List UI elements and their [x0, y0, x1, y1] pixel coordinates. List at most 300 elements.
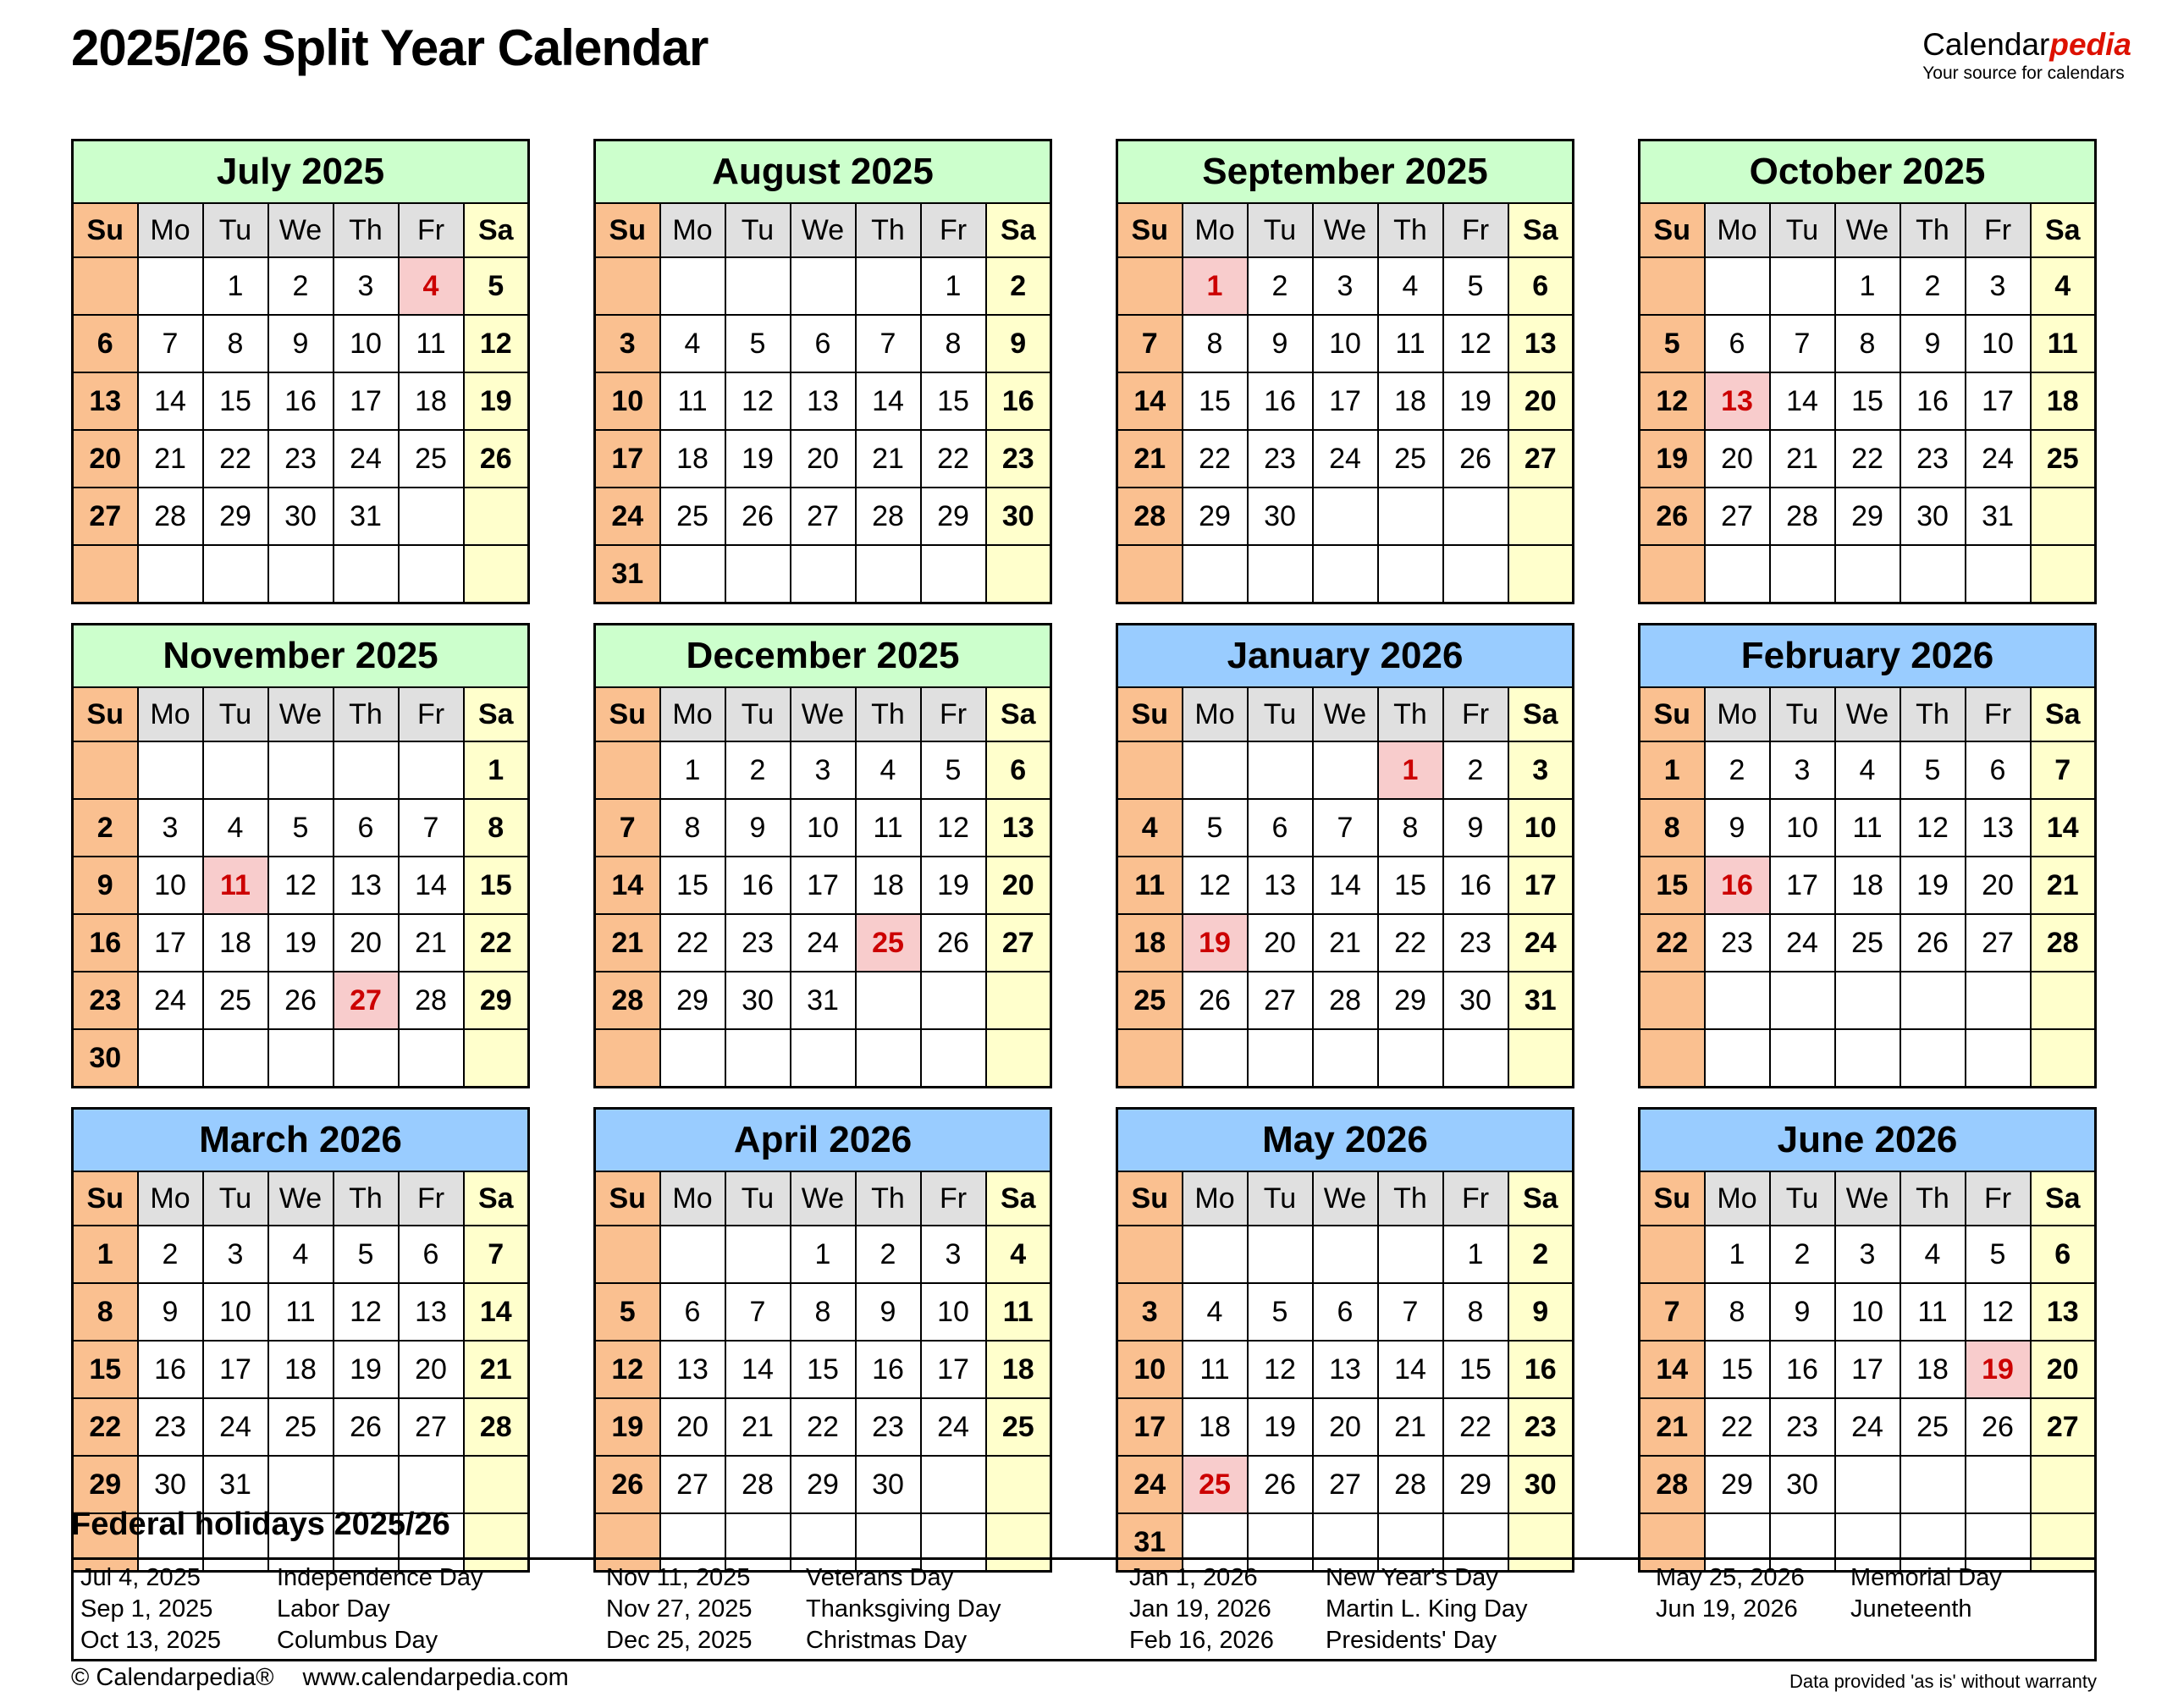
empty-cell [1705, 972, 1770, 1029]
date-cell: 22 [1443, 1398, 1508, 1456]
date-cell: 20 [1313, 1398, 1378, 1456]
date-cell: 23 [1508, 1398, 1574, 1456]
holiday-date: Jan 1, 2026 [1129, 1564, 1258, 1591]
date-cell: 5 [1248, 1283, 1313, 1341]
date-cell: 17 [334, 372, 399, 430]
day-header-th: Th [334, 687, 399, 741]
date-cell: 14 [464, 1283, 529, 1341]
date-cell: 19 [1900, 857, 1966, 914]
date-cell: 6 [2031, 1226, 2096, 1283]
empty-cell [1835, 545, 1900, 603]
date-cell: 11 [399, 315, 464, 372]
month-table-june-2026 [1638, 1107, 2097, 1573]
day-header-mo: Mo [1183, 687, 1248, 741]
day-header-sa: Sa [464, 687, 529, 741]
date-cell: 10 [1770, 799, 1835, 857]
date-cell: 13 [660, 1341, 725, 1398]
date-cell: 25 [1117, 972, 1183, 1029]
date-cell: 24 [138, 972, 203, 1029]
date-cell: 21 [138, 430, 203, 488]
day-header-th: Th [856, 1171, 921, 1226]
day-header-su: Su [595, 687, 660, 741]
day-header-th: Th [334, 1171, 399, 1226]
empty-cell [1378, 488, 1443, 545]
day-header-fr: Fr [1966, 687, 2031, 741]
empty-cell [1705, 1029, 1770, 1088]
holiday-name: Presidents' Day [1326, 1627, 1497, 1654]
date-cell: 13 [791, 372, 856, 430]
empty-cell [791, 545, 856, 603]
date-cell: 31 [1966, 488, 2031, 545]
day-header-we: We [791, 1171, 856, 1226]
date-cell: 27 [791, 488, 856, 545]
date-cell: 21 [725, 1398, 791, 1456]
date-cell: 13 [986, 799, 1051, 857]
date-cell: 29 [1705, 1456, 1770, 1513]
date-cell: 18 [268, 1341, 334, 1398]
day-header-tu: Tu [203, 687, 268, 741]
date-cell: 23 [1443, 914, 1508, 972]
date-cell: 28 [399, 972, 464, 1029]
holiday-name: Independence Day [277, 1564, 483, 1591]
date-cell: 26 [268, 972, 334, 1029]
date-cell: 18 [399, 372, 464, 430]
month-table-december-2025 [593, 623, 1052, 1088]
date-cell: 4 [1183, 1283, 1248, 1341]
date-cell: 21 [856, 430, 921, 488]
date-cell: 21 [1378, 1398, 1443, 1456]
empty-cell [1117, 741, 1183, 799]
date-cell: 3 [595, 315, 660, 372]
date-cell: 15 [203, 372, 268, 430]
date-cell: 9 [1770, 1283, 1835, 1341]
empty-cell [1183, 545, 1248, 603]
day-header-mo: Mo [660, 1171, 725, 1226]
day-header-su: Su [73, 203, 138, 257]
date-cell: 6 [1705, 315, 1770, 372]
day-header-mo: Mo [1183, 203, 1248, 257]
date-cell: 7 [464, 1226, 529, 1283]
empty-cell [464, 1456, 529, 1513]
date-cell: 5 [725, 315, 791, 372]
day-header-mo: Mo [1705, 1171, 1770, 1226]
empty-cell [595, 257, 660, 315]
date-cell: 6 [334, 799, 399, 857]
date-cell: 11 [986, 1283, 1051, 1341]
day-header-we: We [268, 1171, 334, 1226]
date-cell: 6 [660, 1283, 725, 1341]
date-cell: 20 [2031, 1341, 2096, 1398]
date-cell: 4 [268, 1226, 334, 1283]
holiday-name: Memorial Day [1850, 1564, 2002, 1591]
date-cell: 18 [986, 1341, 1051, 1398]
date-cell: 27 [660, 1456, 725, 1513]
date-cell: 27 [986, 914, 1051, 972]
date-cell: 15 [660, 857, 725, 914]
day-header-su: Su [1117, 203, 1183, 257]
date-cell: 9 [1705, 799, 1770, 857]
date-cell: 20 [1966, 857, 2031, 914]
day-header-th: Th [856, 687, 921, 741]
date-cell: 10 [595, 372, 660, 430]
date-cell: 17 [1770, 857, 1835, 914]
date-cell: 22 [1640, 914, 1705, 972]
date-cell: 23 [138, 1398, 203, 1456]
date-cell: 21 [1640, 1398, 1705, 1456]
date-cell: 23 [1705, 914, 1770, 972]
empty-cell [1443, 545, 1508, 603]
day-header-sa: Sa [986, 1171, 1051, 1226]
date-cell: 10 [1508, 799, 1574, 857]
date-cell: 2 [138, 1226, 203, 1283]
month-table-october-2025 [1638, 139, 2097, 604]
date-cell: 2 [1705, 741, 1770, 799]
date-cell: 12 [464, 315, 529, 372]
holiday-date-cell: 25 [1183, 1456, 1248, 1513]
date-cell: 8 [1705, 1283, 1770, 1341]
date-cell: 18 [1378, 372, 1443, 430]
empty-cell [73, 545, 138, 603]
month-title: October 2025 [1640, 140, 2096, 204]
date-cell: 19 [1443, 372, 1508, 430]
date-cell: 20 [1248, 914, 1313, 972]
empty-cell [725, 1226, 791, 1283]
day-header-we: We [791, 203, 856, 257]
day-header-fr: Fr [921, 1171, 986, 1226]
date-cell: 7 [856, 315, 921, 372]
date-cell: 14 [1770, 372, 1835, 430]
date-cell: 27 [1313, 1456, 1378, 1513]
copyright-text: © Calendarpedia® [71, 1664, 274, 1691]
date-cell: 16 [268, 372, 334, 430]
empty-cell [268, 545, 334, 603]
date-cell: 4 [1835, 741, 1900, 799]
empty-cell [1117, 1029, 1183, 1088]
date-cell: 19 [595, 1398, 660, 1456]
empty-cell [595, 1029, 660, 1088]
date-cell: 15 [791, 1341, 856, 1398]
day-header-tu: Tu [1770, 1171, 1835, 1226]
date-cell: 1 [1640, 741, 1705, 799]
date-cell: 9 [1900, 315, 1966, 372]
empty-cell [1640, 1226, 1705, 1283]
empty-cell [1248, 1029, 1313, 1088]
date-cell: 15 [73, 1341, 138, 1398]
empty-cell [1640, 257, 1705, 315]
empty-cell [1508, 545, 1574, 603]
date-cell: 7 [595, 799, 660, 857]
holiday-name: Martin L. King Day [1326, 1595, 1528, 1623]
empty-cell [1966, 1456, 2031, 1513]
date-cell: 17 [1313, 372, 1378, 430]
date-cell: 5 [1183, 799, 1248, 857]
date-cell: 24 [203, 1398, 268, 1456]
date-cell: 6 [791, 315, 856, 372]
month-title: March 2026 [73, 1109, 529, 1172]
date-cell: 9 [725, 799, 791, 857]
month-table-september-2025 [1116, 139, 1574, 604]
date-cell: 22 [464, 914, 529, 972]
holiday-name: New Year's Day [1326, 1564, 1498, 1591]
date-cell: 12 [1900, 799, 1966, 857]
empty-cell [725, 1029, 791, 1088]
empty-cell [268, 1029, 334, 1088]
date-cell: 11 [1378, 315, 1443, 372]
date-cell: 22 [921, 430, 986, 488]
date-cell: 13 [1313, 1341, 1378, 1398]
date-cell: 6 [399, 1226, 464, 1283]
holiday-date: Jan 19, 2026 [1129, 1595, 1271, 1623]
day-header-mo: Mo [138, 1171, 203, 1226]
date-cell: 11 [660, 372, 725, 430]
date-cell: 7 [138, 315, 203, 372]
holiday-date-cell: 25 [856, 914, 921, 972]
date-cell: 7 [1640, 1283, 1705, 1341]
day-header-fr: Fr [1443, 1171, 1508, 1226]
date-cell: 29 [660, 972, 725, 1029]
date-cell: 25 [660, 488, 725, 545]
empty-cell [1508, 488, 1574, 545]
empty-cell [1378, 1226, 1443, 1283]
date-cell: 19 [334, 1341, 399, 1398]
month-table-january-2026 [1116, 623, 1574, 1088]
empty-cell [1117, 545, 1183, 603]
date-cell: 6 [1313, 1283, 1378, 1341]
empty-cell [73, 257, 138, 315]
date-cell: 8 [1443, 1283, 1508, 1341]
empty-cell [791, 257, 856, 315]
day-header-sa: Sa [1508, 1171, 1574, 1226]
day-header-mo: Mo [1183, 1171, 1248, 1226]
empty-cell [1248, 741, 1313, 799]
day-header-th: Th [1900, 1171, 1966, 1226]
holiday-date: Nov 27, 2025 [606, 1595, 753, 1623]
date-cell: 8 [921, 315, 986, 372]
date-cell: 24 [921, 1398, 986, 1456]
date-cell: 1 [921, 257, 986, 315]
date-cell: 25 [2031, 430, 2096, 488]
date-cell: 5 [334, 1226, 399, 1283]
empty-cell [1378, 545, 1443, 603]
date-cell: 15 [1640, 857, 1705, 914]
empty-cell [856, 257, 921, 315]
empty-cell [986, 545, 1051, 603]
date-cell: 11 [1900, 1283, 1966, 1341]
date-cell: 8 [791, 1283, 856, 1341]
empty-cell [986, 972, 1051, 1029]
date-cell: 11 [1835, 799, 1900, 857]
day-header-th: Th [1378, 203, 1443, 257]
month-title: June 2026 [1640, 1109, 2096, 1172]
date-cell: 7 [725, 1283, 791, 1341]
month-table-may-2026 [1116, 1107, 1574, 1573]
website-link[interactable]: www.calendarpedia.com [302, 1664, 569, 1691]
date-cell: 2 [856, 1226, 921, 1283]
empty-cell [1443, 1029, 1508, 1088]
empty-cell [660, 257, 725, 315]
date-cell: 11 [1183, 1341, 1248, 1398]
date-cell: 9 [986, 315, 1051, 372]
holiday-date-cell: 1 [1378, 741, 1443, 799]
date-cell: 3 [1770, 741, 1835, 799]
date-cell: 8 [203, 315, 268, 372]
empty-cell [1443, 488, 1508, 545]
date-cell: 27 [73, 488, 138, 545]
date-cell: 17 [1508, 857, 1574, 914]
date-cell: 31 [334, 488, 399, 545]
day-header-sa: Sa [1508, 687, 1574, 741]
date-cell: 7 [1770, 315, 1835, 372]
date-cell: 30 [1508, 1456, 1574, 1513]
day-header-su: Su [1117, 1171, 1183, 1226]
date-cell: 4 [986, 1226, 1051, 1283]
empty-cell [334, 545, 399, 603]
empty-cell [856, 972, 921, 1029]
date-cell: 1 [1835, 257, 1900, 315]
date-cell: 17 [203, 1341, 268, 1398]
calendarpedia-logo [1922, 29, 2131, 83]
date-cell: 13 [2031, 1283, 2096, 1341]
date-cell: 18 [1835, 857, 1900, 914]
day-header-we: We [1835, 203, 1900, 257]
empty-cell [1770, 545, 1835, 603]
date-cell: 29 [1378, 972, 1443, 1029]
date-cell: 10 [1313, 315, 1378, 372]
day-header-fr: Fr [399, 687, 464, 741]
date-cell: 21 [399, 914, 464, 972]
date-cell: 3 [1508, 741, 1574, 799]
date-cell: 3 [1313, 257, 1378, 315]
date-cell: 18 [2031, 372, 2096, 430]
date-cell: 8 [1835, 315, 1900, 372]
date-cell: 20 [334, 914, 399, 972]
date-cell: 7 [2031, 741, 2096, 799]
empty-cell [203, 741, 268, 799]
date-cell: 15 [1835, 372, 1900, 430]
date-cell: 20 [1508, 372, 1574, 430]
day-header-sa: Sa [2031, 203, 2096, 257]
date-cell: 25 [1835, 914, 1900, 972]
date-cell: 25 [1378, 430, 1443, 488]
day-header-sa: Sa [464, 1171, 529, 1226]
day-header-tu: Tu [1770, 203, 1835, 257]
logo-tagline: Your source for calendars [1922, 63, 2125, 83]
date-cell: 22 [1183, 430, 1248, 488]
empty-cell [2031, 488, 2096, 545]
date-cell: 26 [1966, 1398, 2031, 1456]
date-cell: 15 [921, 372, 986, 430]
date-cell: 12 [725, 372, 791, 430]
date-cell: 28 [2031, 914, 2096, 972]
month-table-july-2025 [71, 139, 530, 604]
date-cell: 14 [138, 372, 203, 430]
date-cell: 23 [73, 972, 138, 1029]
empty-cell [921, 1029, 986, 1088]
date-cell: 26 [1183, 972, 1248, 1029]
date-cell: 4 [1900, 1226, 1966, 1283]
holiday-date-cell: 4 [399, 257, 464, 315]
empty-cell [2031, 545, 2096, 603]
date-cell: 26 [725, 488, 791, 545]
date-cell: 26 [595, 1456, 660, 1513]
date-cell: 16 [856, 1341, 921, 1398]
date-cell: 18 [1117, 914, 1183, 972]
date-cell: 21 [1770, 430, 1835, 488]
date-cell: 9 [138, 1283, 203, 1341]
date-cell: 16 [1770, 1341, 1835, 1398]
date-cell: 15 [1443, 1341, 1508, 1398]
date-cell: 15 [1183, 372, 1248, 430]
date-cell: 26 [1248, 1456, 1313, 1513]
date-cell: 22 [73, 1398, 138, 1456]
date-cell: 12 [334, 1283, 399, 1341]
date-cell: 3 [1117, 1283, 1183, 1341]
date-cell: 2 [986, 257, 1051, 315]
empty-cell [1183, 1029, 1248, 1088]
day-header-sa: Sa [986, 687, 1051, 741]
empty-cell [334, 741, 399, 799]
date-cell: 10 [203, 1283, 268, 1341]
date-cell: 9 [268, 315, 334, 372]
day-header-tu: Tu [1248, 687, 1313, 741]
date-cell: 14 [1313, 857, 1378, 914]
date-cell: 18 [660, 430, 725, 488]
date-cell: 24 [1508, 914, 1574, 972]
day-header-su: Su [73, 1171, 138, 1226]
holiday-table [71, 1557, 2097, 1661]
date-cell: 10 [791, 799, 856, 857]
date-cell: 4 [1378, 257, 1443, 315]
date-cell: 29 [203, 488, 268, 545]
empty-cell [1248, 1226, 1313, 1283]
date-cell: 3 [1835, 1226, 1900, 1283]
day-header-fr: Fr [921, 687, 986, 741]
date-cell: 22 [1705, 1398, 1770, 1456]
date-cell: 24 [1770, 914, 1835, 972]
date-cell: 16 [986, 372, 1051, 430]
day-header-su: Su [1640, 687, 1705, 741]
day-header-su: Su [595, 1171, 660, 1226]
date-cell: 20 [791, 430, 856, 488]
day-header-tu: Tu [725, 203, 791, 257]
empty-cell [1900, 1029, 1966, 1088]
day-header-tu: Tu [725, 1171, 791, 1226]
empty-cell [399, 488, 464, 545]
empty-cell [1770, 1029, 1835, 1088]
date-cell: 7 [1378, 1283, 1443, 1341]
date-cell: 23 [856, 1398, 921, 1456]
date-cell: 10 [1835, 1283, 1900, 1341]
holiday-date: Nov 11, 2025 [606, 1564, 751, 1591]
date-cell: 12 [268, 857, 334, 914]
date-cell: 30 [725, 972, 791, 1029]
month-table-november-2025 [71, 623, 530, 1088]
day-header-we: We [1313, 687, 1378, 741]
day-header-fr: Fr [1966, 203, 2031, 257]
date-cell: 12 [921, 799, 986, 857]
date-cell: 2 [268, 257, 334, 315]
date-cell: 17 [1835, 1341, 1900, 1398]
date-cell: 24 [1313, 430, 1378, 488]
day-header-mo: Mo [660, 203, 725, 257]
empty-cell [138, 545, 203, 603]
day-header-fr: Fr [1966, 1171, 2031, 1226]
month-title: February 2026 [1640, 625, 2096, 688]
date-cell: 4 [2031, 257, 2096, 315]
date-cell: 31 [203, 1456, 268, 1513]
date-cell: 3 [203, 1226, 268, 1283]
empty-cell [856, 545, 921, 603]
